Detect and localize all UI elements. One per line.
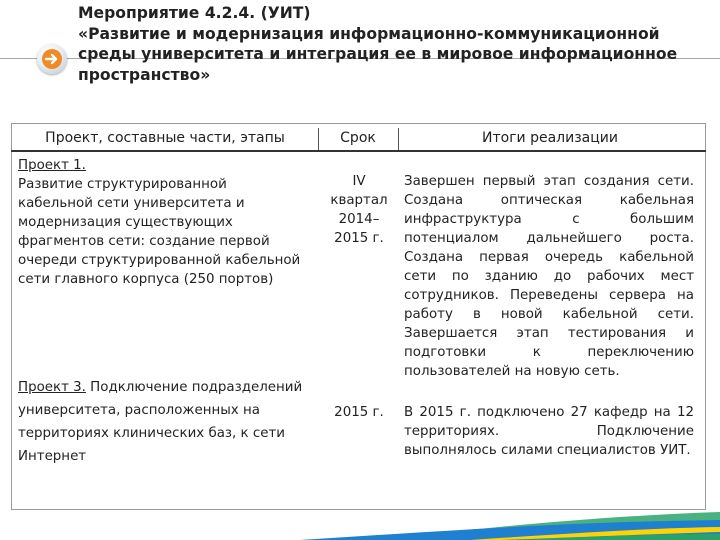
table-row-result: В 2015 г. подключено 27 кафедр на 12 территориях. Подключение выполнялось силами специалистов УИТ. (404, 405, 694, 458)
table-row-project (18, 156, 303, 289)
column-divider (318, 128, 319, 150)
table-row-term: IV квартал 2014–2015 г. (330, 174, 388, 246)
project-link[interactable]: Проект 3. (18, 380, 86, 395)
arrow-right-icon (37, 44, 67, 74)
column-header-term: Срок (340, 130, 376, 146)
table-row-term: 2015 г. (334, 405, 384, 420)
project-text: Развитие структурированной кабельной сети университета и модернизация существующих фрагментов сети: создание первой очереди структурированной кабельной сети главного корпуса (250 портов) (18, 177, 301, 287)
header-underline (11, 150, 706, 152)
decorative-swoosh (0, 508, 720, 540)
project-link[interactable]: Проект 1. (18, 158, 86, 173)
table-row-project (18, 376, 318, 468)
table-row-result: Завершен первый этап создания сети. Создана оптическая кабельная инфраструктура с большим потенциалом дальнейшего роста. Создана первая очередь кабельной сети по зданию до рабочих мест сотрудников. Переведены сервера на работу в новой кабельной сети. Завершается этап тестирования и подготовки к переключению пользователей на новую сеть. (404, 174, 694, 379)
column-header-result: Итоги реализации (482, 130, 618, 146)
page-title: Мероприятие 4.2.4. (УИТ) «Развитие и модернизация информационно-коммуникационной среды университета и интеграция ее в мировое информационное пространство» (78, 4, 678, 84)
column-divider (398, 128, 399, 150)
project-text: Подключение подразделений университета, расположенных на территориях клинических баз, к сети Интернет (18, 380, 303, 464)
column-header-project: Проект, составные части, этапы (45, 130, 285, 146)
